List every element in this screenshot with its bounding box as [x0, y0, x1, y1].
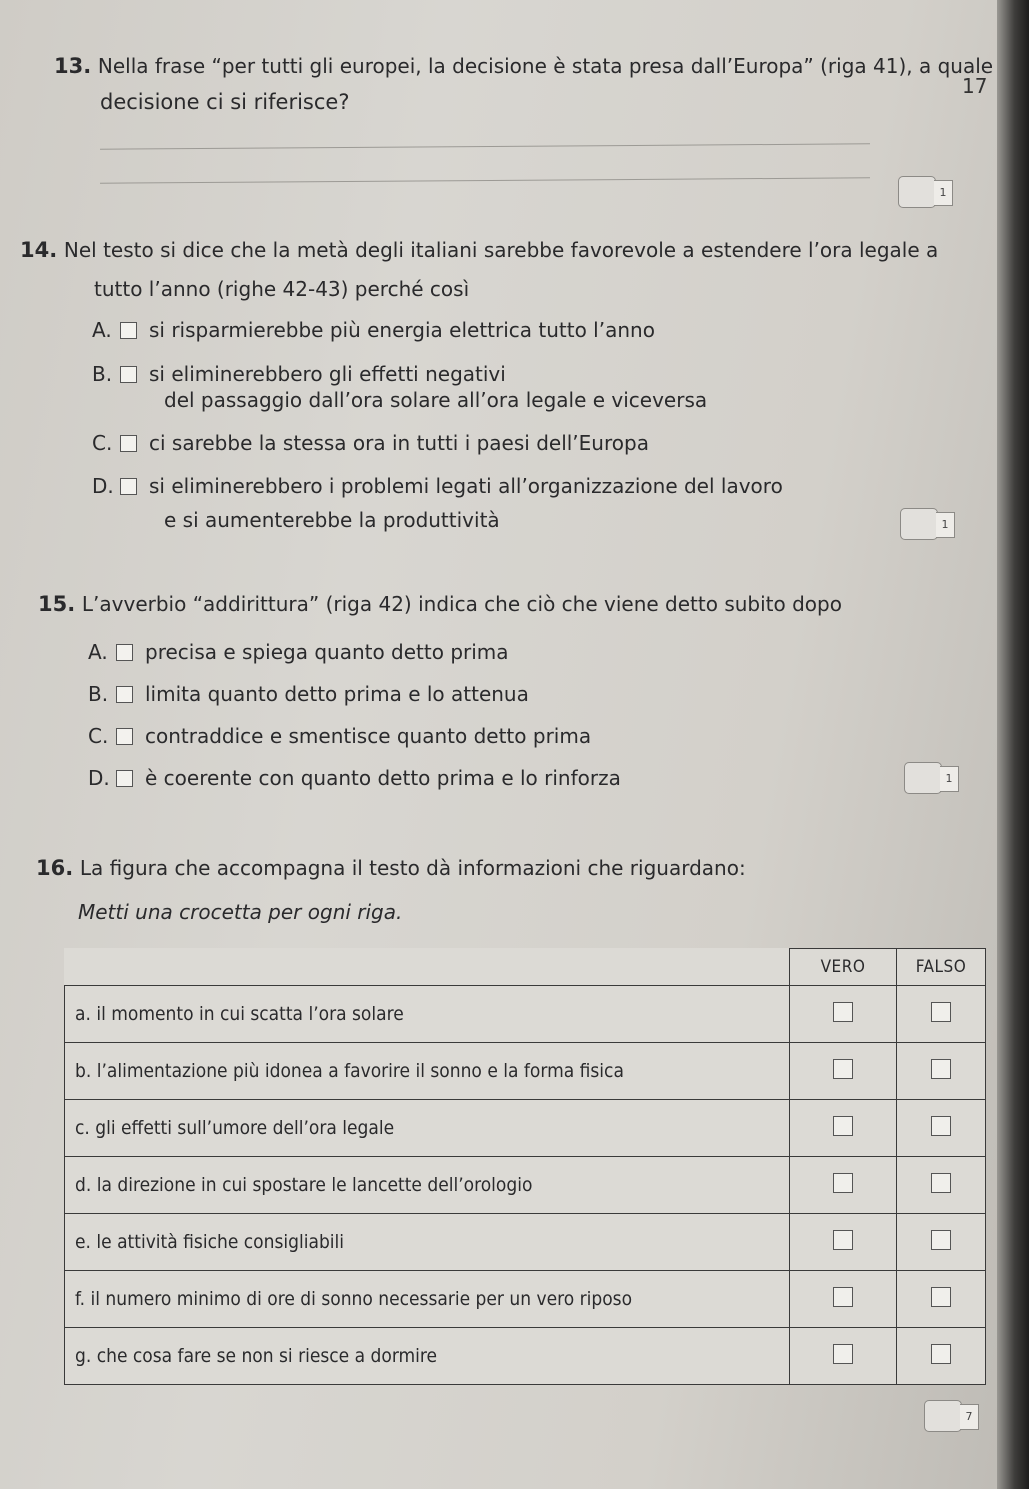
q15-text-line1: [38, 592, 842, 616]
q14-question: Nel testo si dice che la metà degli italiani sarebbe favorevole a estendere l’ora legale a: [63, 238, 939, 262]
q16-question: La figura che accompagna il testo dà informazioni che riguardano:: [79, 856, 746, 880]
row-b-true-checkbox[interactable]: [833, 1059, 853, 1079]
q15-number: 15.: [38, 592, 76, 616]
column-header-false: FALSO: [897, 949, 986, 986]
q15-option-d[interactable]: [88, 766, 621, 790]
row-b-statement: b. l’alimentazione più idonea a favorire il sonno e la forma fisica: [65, 1043, 790, 1100]
row-d-false-checkbox[interactable]: [931, 1173, 951, 1193]
row-c-statement: c. gli effetti sull’umore dell’ora legale: [65, 1100, 790, 1157]
table-row: [65, 1043, 986, 1100]
q14-option-a-text: si risparmierebbe più energia elettrica tutto l’anno: [149, 318, 655, 342]
q15-option-c-text: contraddice e smentisce quanto detto prima: [145, 724, 592, 748]
q15-option-c-letter: C.: [88, 724, 109, 748]
q14-option-b-checkbox[interactable]: [120, 366, 137, 383]
q14-option-d-line2: e si aumenterebbe la produttività: [164, 508, 500, 532]
q14-option-b-text: si eliminerebbero gli effetti negativi: [149, 362, 506, 386]
table-row: [65, 1271, 986, 1328]
table-row: [65, 1157, 986, 1214]
table-row: [65, 1328, 986, 1385]
q14-number: 14.: [20, 238, 58, 262]
q16-score-box[interactable]: [924, 1400, 980, 1432]
q14-option-d-text: si eliminerebbero i problemi legati all’organizzazione del lavoro: [149, 474, 783, 498]
row-d-statement: d. la direzione in cui spostare le lancette dell’orologio: [65, 1157, 790, 1214]
row-e-statement: e. le attività fisiche consigliabili: [65, 1214, 790, 1271]
q15-option-b-checkbox[interactable]: [116, 686, 133, 703]
q14-option-c[interactable]: [92, 431, 649, 455]
q14-option-d-checkbox[interactable]: [120, 478, 137, 495]
row-g-true-checkbox[interactable]: [833, 1344, 853, 1364]
q16-true-false-table: [64, 948, 986, 1385]
q16-score-value: 7: [960, 1404, 979, 1430]
q15-option-b-letter: B.: [88, 682, 109, 706]
row-g-false-checkbox[interactable]: [931, 1344, 951, 1364]
q14-option-d[interactable]: [92, 474, 783, 498]
row-e-false-checkbox[interactable]: [931, 1230, 951, 1250]
q15-option-a[interactable]: [88, 640, 509, 664]
q16-number: 16.: [36, 856, 74, 880]
q15-option-d-checkbox[interactable]: [116, 770, 133, 787]
q15-option-a-checkbox[interactable]: [116, 644, 133, 661]
q13-number: 13.: [54, 54, 92, 78]
q15-score-value: 1: [940, 766, 959, 792]
row-e-true-checkbox[interactable]: [833, 1230, 853, 1250]
q14-option-b-letter: B.: [92, 362, 113, 386]
q14-option-a-checkbox[interactable]: [120, 322, 137, 339]
q14-option-c-text: ci sarebbe la stessa ora in tutti i paesi dell’Europa: [149, 431, 649, 455]
q15-option-b-text: limita quanto detto prima e lo attenua: [145, 682, 529, 706]
table-header-blank: [65, 949, 790, 986]
q15-option-d-letter: D.: [88, 766, 110, 790]
q15-option-a-letter: A.: [88, 640, 108, 664]
q13-score-box[interactable]: [898, 176, 954, 208]
row-f-false-checkbox[interactable]: [931, 1287, 951, 1307]
row-c-true-checkbox[interactable]: [833, 1116, 853, 1136]
q16-instruction: Metti una crocetta per ogni riga.: [78, 900, 403, 924]
page-edge-shadow: [997, 0, 1029, 1489]
q14-option-b-line2: del passaggio dall’ora solare all’ora legale e viceversa: [164, 388, 708, 412]
q14-text-line1: [20, 238, 938, 262]
q14-score-box[interactable]: [900, 508, 956, 540]
q15-question: L’avverbio “addirittura” (riga 42) indica che ciò che viene detto subito dopo: [81, 592, 842, 616]
row-a-true-checkbox[interactable]: [833, 1002, 853, 1022]
row-a-false-checkbox[interactable]: [931, 1002, 951, 1022]
q14-text-line2: tutto l’anno (righe 42-43) perché così: [94, 277, 470, 301]
table-row: [65, 1214, 986, 1271]
margin-number: 17: [962, 74, 988, 98]
table-header-row: [65, 949, 986, 986]
table-row: [65, 1100, 986, 1157]
q13-score-value: 1: [934, 180, 953, 206]
row-f-statement: f. il numero minimo di ore di sonno necessarie per un vero riposo: [65, 1271, 790, 1328]
q15-score-box[interactable]: [904, 762, 960, 794]
q14-option-a[interactable]: [92, 318, 655, 342]
q13-text-line2: decisione ci si riferisce?: [100, 90, 350, 114]
row-a-statement: a. il momento in cui scatta l’ora solare: [65, 986, 790, 1043]
row-c-false-checkbox[interactable]: [931, 1116, 951, 1136]
column-header-true: VERO: [790, 949, 897, 986]
q14-option-a-letter: A.: [92, 318, 112, 342]
row-f-true-checkbox[interactable]: [833, 1287, 853, 1307]
table-row: [65, 986, 986, 1043]
q14-option-c-letter: C.: [92, 431, 113, 455]
q15-option-b[interactable]: [88, 682, 529, 706]
q14-option-d-letter: D.: [92, 474, 114, 498]
q15-option-c-checkbox[interactable]: [116, 728, 133, 745]
q16-text-line1: [36, 856, 746, 880]
row-b-false-checkbox[interactable]: [931, 1059, 951, 1079]
q14-option-c-checkbox[interactable]: [120, 435, 137, 452]
q14-score-value: 1: [936, 512, 955, 538]
row-d-true-checkbox[interactable]: [833, 1173, 853, 1193]
q15-option-d-text: è coerente con quanto detto prima e lo rinforza: [145, 766, 621, 790]
q15-option-a-text: precisa e spiega quanto detto prima: [145, 640, 509, 664]
q13-answer-line-2: [100, 177, 870, 183]
q13-answer-line-1: [100, 143, 870, 149]
q14-option-b[interactable]: [92, 362, 506, 386]
row-g-statement: g. che cosa fare se non si riesce a dormire: [65, 1328, 790, 1385]
q13-question: Nella frase “per tutti gli europei, la decisione è stata presa dall’Europa” (riga 41), a quale: [97, 54, 994, 78]
q13-text-line1: [54, 54, 993, 78]
q15-option-c[interactable]: [88, 724, 591, 748]
